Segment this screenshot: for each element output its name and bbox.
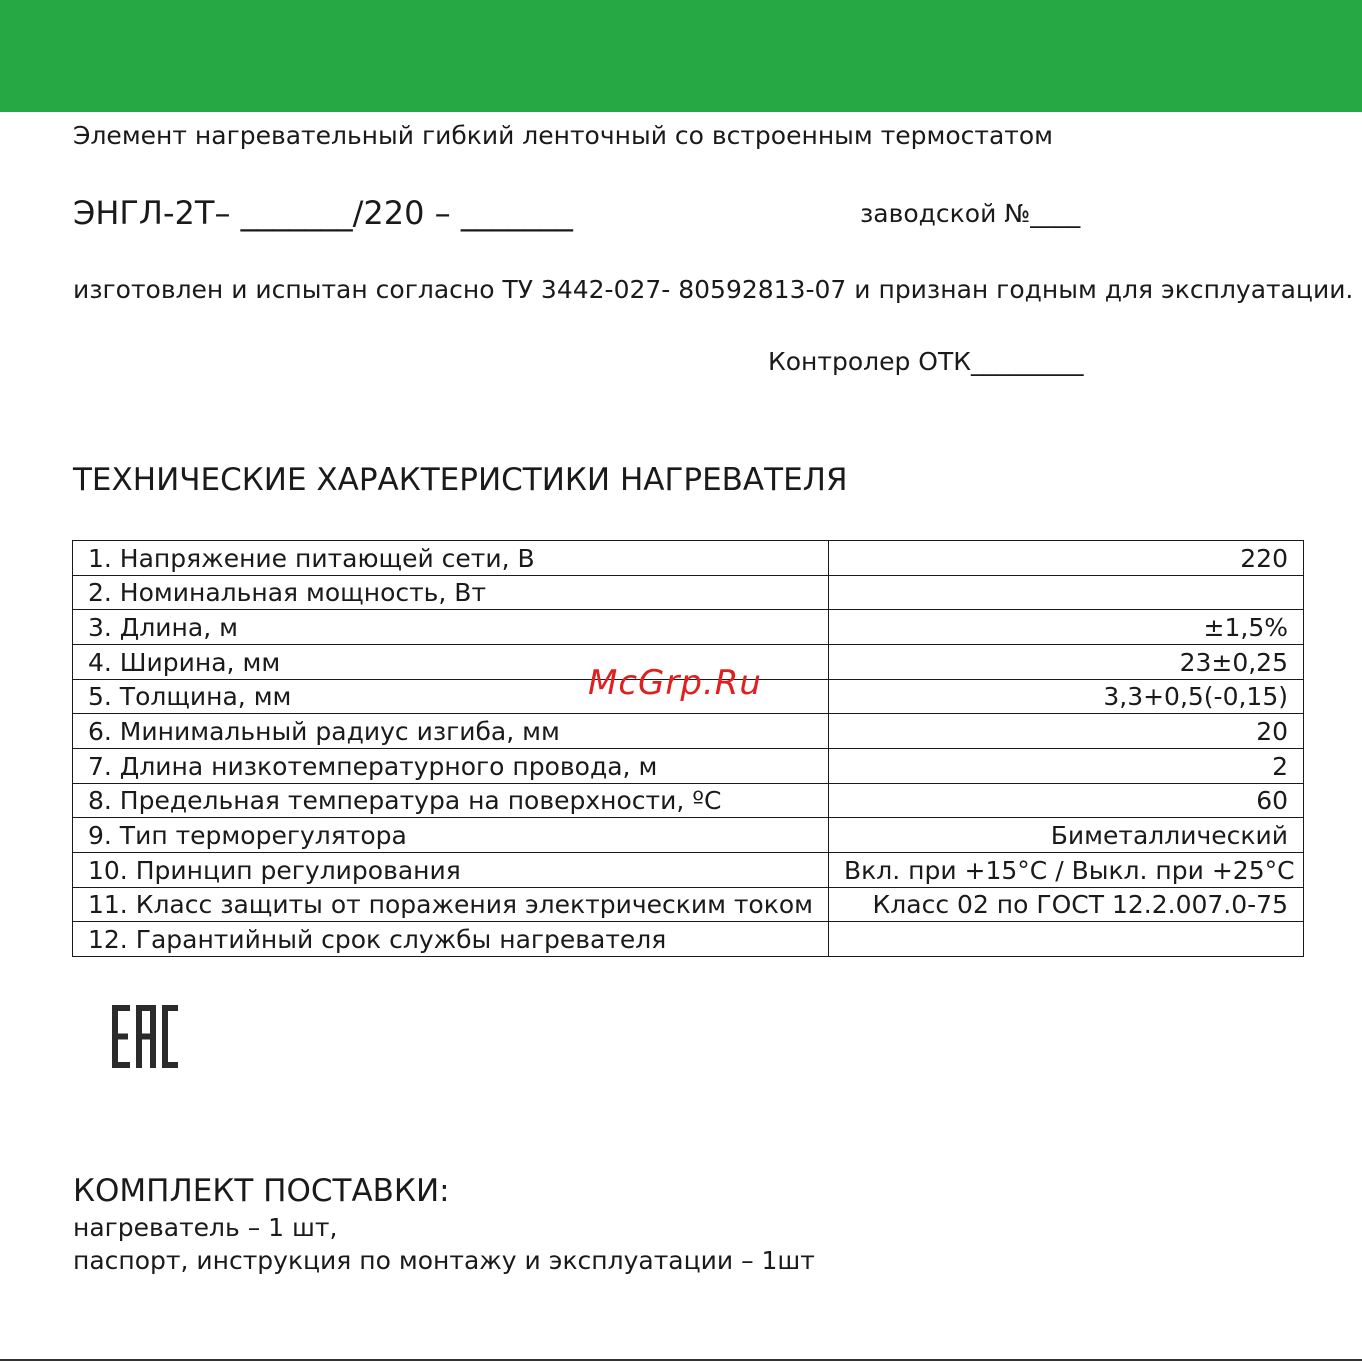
watermark: McGrp.Ru: [588, 663, 762, 703]
spec-value: 60: [829, 783, 1304, 818]
table-row: [73, 887, 1304, 922]
eac-mark-icon: [112, 1005, 178, 1068]
table-row: [73, 541, 1304, 576]
header-band: [0, 0, 1362, 112]
specs-title: ТЕХНИЧЕСКИЕ ХАРАКТЕРИСТИКИ НАГРЕВАТЕЛЯ: [73, 462, 848, 498]
spec-value: 23±0,25: [829, 644, 1304, 679]
qc-inspector-signature-line: Контролер ОТК_________: [768, 347, 1084, 376]
spec-name: 11. Класс защиты от поражения электрическим током: [73, 887, 829, 922]
delivery-set-title: КОМПЛЕКТ ПОСТАВКИ:: [73, 1173, 450, 1209]
spec-name: 8. Предельная температура на поверхности, ºС: [73, 783, 829, 818]
spec-value: [829, 575, 1304, 610]
table-row: [73, 922, 1304, 957]
spec-value: 220: [829, 541, 1304, 576]
spec-name: 2. Номинальная мощность, Вт: [73, 575, 829, 610]
table-row: [73, 748, 1304, 783]
specs-table: [72, 540, 1304, 957]
spec-name: 10. Принцип регулирования: [73, 852, 829, 887]
spec-value: 2: [829, 748, 1304, 783]
spec-name: 12. Гарантийный срок службы нагревателя: [73, 922, 829, 957]
table-row: [73, 575, 1304, 610]
spec-name: 7. Длина низкотемпературного провода, м: [73, 748, 829, 783]
spec-name: 1. Напряжение питающей сети, В: [73, 541, 829, 576]
spec-name: 6. Минимальный радиус изгиба, мм: [73, 714, 829, 749]
spec-value: ±1,5%: [829, 610, 1304, 645]
compliance-statement: изготовлен и испытан согласно ТУ 3442-027- 80592813-07 и признан годным для эксплуатации.: [73, 275, 1354, 304]
table-row: [73, 852, 1304, 887]
spec-name: 4. Ширина, мм: [73, 644, 829, 679]
spec-value: Вкл. при +15°C / Выкл. при +25°C: [829, 852, 1304, 887]
spec-value: Класс 02 по ГОСТ 12.2.007.0-75: [829, 887, 1304, 922]
list-item: паспорт, инструкция по монтажу и эксплуатации – 1шт: [73, 1246, 815, 1275]
model-designation: ЭНГЛ-2Т– _______/220 – _______: [73, 194, 573, 232]
table-row: [73, 714, 1304, 749]
spec-value: [829, 922, 1304, 957]
divider: [0, 1359, 1362, 1361]
spec-name: 3. Длина, м: [73, 610, 829, 645]
product-description: Элемент нагревательный гибкий ленточный со встроенным термостатом: [73, 121, 1054, 150]
spec-name: 5. Толщина, мм: [73, 679, 829, 714]
spec-value: Биметаллический: [829, 818, 1304, 853]
list-item: нагреватель – 1 шт,: [73, 1213, 338, 1242]
spec-name: 9. Тип терморегулятора: [73, 818, 829, 853]
spec-value: 20: [829, 714, 1304, 749]
serial-number-label: заводской №____: [860, 199, 1081, 228]
table-row: [73, 783, 1304, 818]
table-row: [73, 610, 1304, 645]
table-row: [73, 818, 1304, 853]
spec-value: 3,3+0,5(-0,15): [829, 679, 1304, 714]
